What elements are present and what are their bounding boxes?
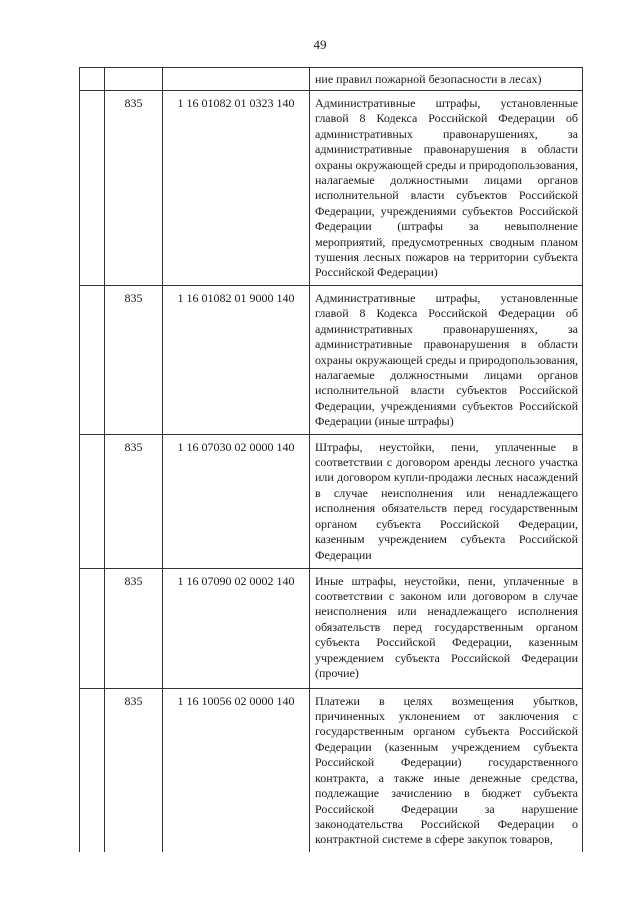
admin-code-cell: 835 (105, 91, 163, 286)
table-row (80, 91, 583, 286)
kbk-cell: 1 16 07090 02 0002 140 (163, 568, 310, 688)
page-number: 49 (313, 37, 327, 52)
description-cell: Платежи в целях возмещения убытков, причиненных уклонением от заключения с государственным органом субъекта Российской Федерации (казенным учреждением субъекта Российской Федерации) государственного контракта, а также иные денежные средства, подлежащие зачислению в бюджет субъекта Российской Федерации за нарушение законодательства Российской Федерации о контрактной системе в сфере закупок товаров, (310, 688, 583, 852)
table-row (80, 688, 583, 852)
table-row (80, 568, 583, 688)
admin-code-cell (105, 68, 163, 91)
kbk-cell (163, 68, 310, 91)
description-cell: Штрафы, неустойки, пени, уплаченные в соответствии с договором аренды лесного участка или договором купли-продажи лесных насаждений в случае неисполнения или ненадлежащего исполнения обязательств перед государственным органом субъекта Российской Федерации, казенным учреждением субъекта Российской Федерации (310, 434, 583, 568)
description-cell: ние правил пожарной безопасности в лесах) (310, 68, 583, 91)
blank-cell (80, 91, 105, 286)
budget-codes-table (79, 67, 583, 852)
kbk-cell: 1 16 07030 02 0000 140 (163, 434, 310, 568)
description-cell: Административные штрафы, установленные главой 8 Кодекса Российской Федерации об административных правонарушениях, за административные правонарушения в области охраны окружающей среды и природопользования, налагаемые должностными лицами органов исполнительной власти субъектов Российской Федерации, учреждениями субъектов Российской Федерации (иные штрафы) (310, 286, 583, 435)
description-cell: Административные штрафы, установленные главой 8 Кодекса Российской Федерации об административных правонарушениях, за административные правонарушения в области охраны окружающей среды и природопользования, налагаемые должностными лицами органов исполнительной власти субъектов Российской Федерации, учреждениями субъектов Российской Федерации (штрафы за невыполнение мероприятий, предусмотренных сводным планом тушения лесных пожаров на территории субъекта Российской Федерации) (310, 91, 583, 286)
table-row-continuation (80, 68, 583, 91)
kbk-cell: 1 16 01082 01 9000 140 (163, 286, 310, 435)
description-cell: Иные штрафы, неустойки, пени, уплаченные в соответствии с законом или договором в случае неисполнения или ненадлежащего исполнения обязательств перед государственным органом субъекта Российской Федерации, казенным учреждением субъекта Российской Федерации (прочие) (310, 568, 583, 688)
blank-cell (80, 688, 105, 852)
table-row (80, 286, 583, 435)
kbk-cell: 1 16 01082 01 0323 140 (163, 91, 310, 286)
table-row (80, 434, 583, 568)
admin-code-cell: 835 (105, 286, 163, 435)
blank-cell (80, 286, 105, 435)
blank-cell (80, 568, 105, 688)
blank-cell (80, 68, 105, 91)
admin-code-cell: 835 (105, 568, 163, 688)
kbk-cell: 1 16 10056 02 0000 140 (163, 688, 310, 852)
admin-code-cell: 835 (105, 688, 163, 852)
blank-cell (80, 434, 105, 568)
admin-code-cell: 835 (105, 434, 163, 568)
